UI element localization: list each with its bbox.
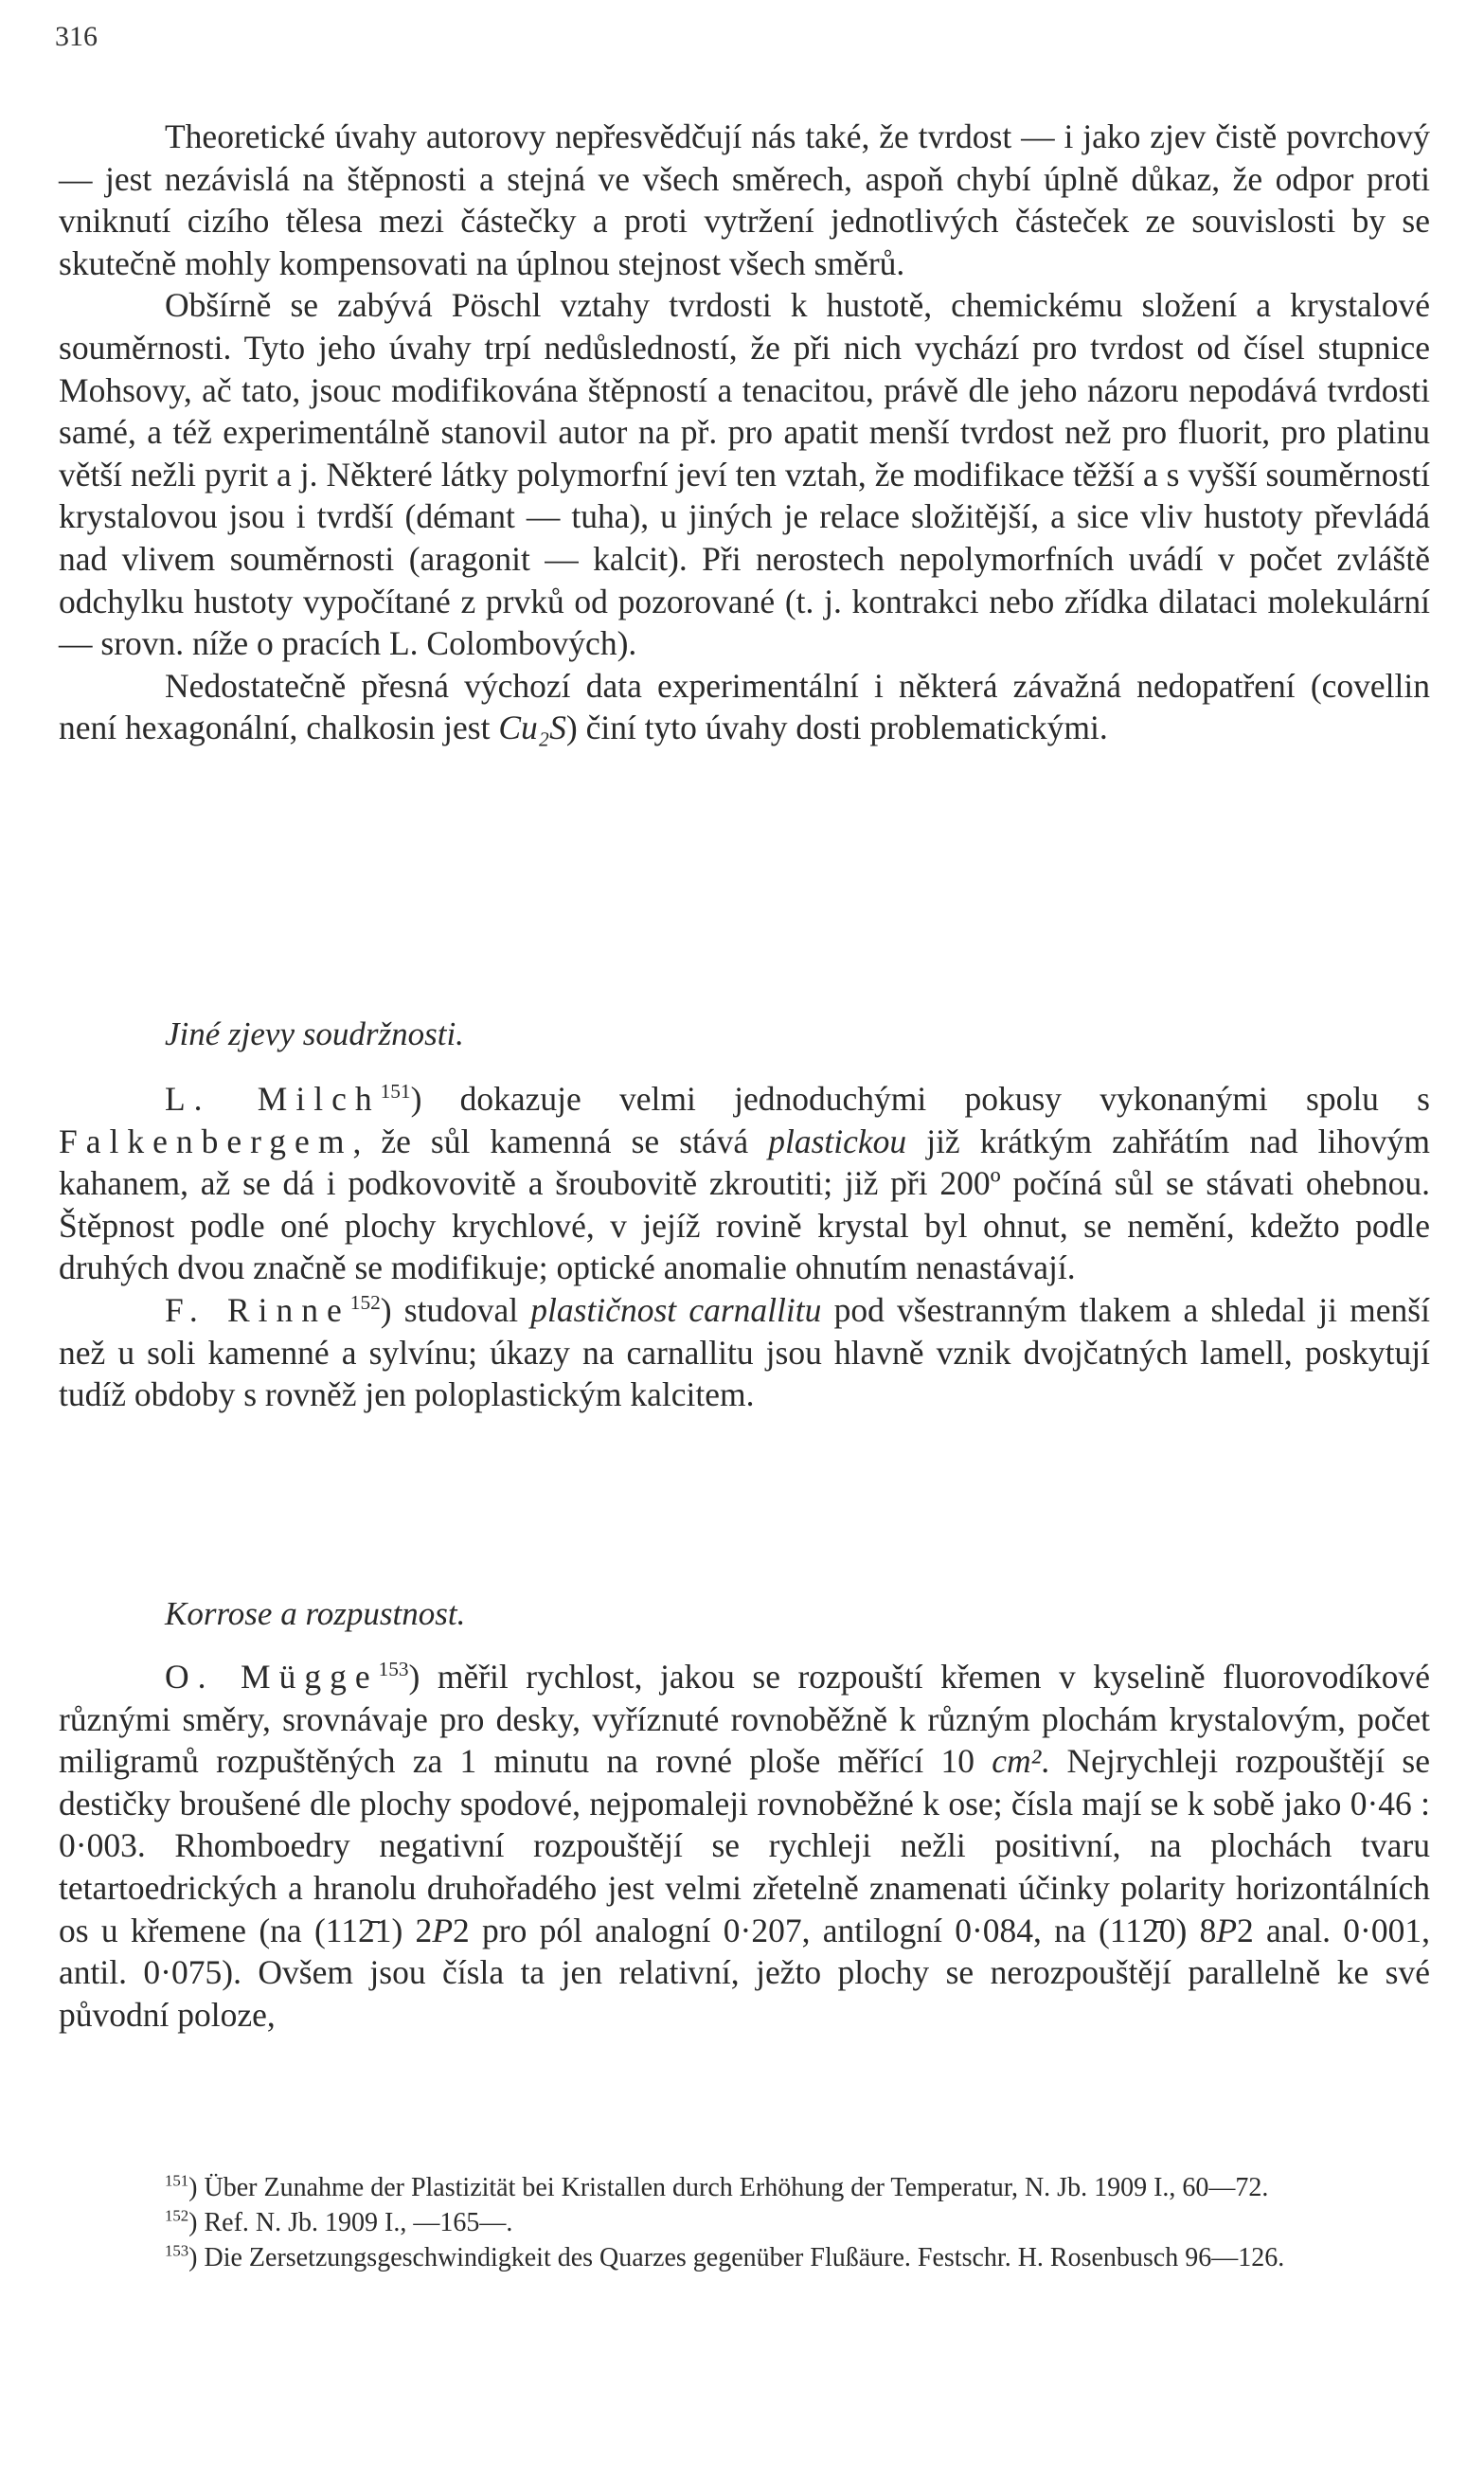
term-carnallite-plasticity: plastičnost carnallitu bbox=[530, 1290, 822, 1329]
footnotes bbox=[59, 2170, 1430, 2275]
unit-cm2: cm² bbox=[992, 1742, 1042, 1781]
term-plastic: plastickou bbox=[768, 1122, 907, 1160]
main-text bbox=[59, 116, 1430, 749]
paragraph-poschl: Obšírně se zabývá Pöschl vztahy tvrdosti k hustotě, chemickému složení a krystalové souměrnosti. Tyto jeho úvahy trpí nedůsledností, že při nich vychází pro tvrdost od čísel stupnice Mohsovy, ač tato, jsouc modifikována štěpností a tenacitou, právě dle jeho názoru nepodává tvrdosti samé, a též experimentálně stanovil autor na př. pro apatit menší tvrdost než pro fluorit, pro platinu větší nežli pyrit a j. Některé látky polymorfní jeví ten vztah, že modifikace těžší a s vyšší souměrností krystalovou jsou i tvrdší (démant — tuha), u jiných je relace složitější, a sice vliv hustoty převládá nad vlivem souměrnosti (aragonit — kalcit). Při nerostech nepolymorfních uvádí v počet zvláště odchylku hustoty vypočítané z prvků od pozorované (t. j. kontrakci nebo zřídka dilataci molekulární — srovn. níže o pracích L. Colombových). bbox=[59, 286, 1430, 663]
footnote-ref-153: 153 bbox=[378, 1658, 409, 1681]
paragraph-insufficient-data: Nedostatečně přesná výchozí data experimentální i některá závažná nedopatření (covellin není hexagonální, chalkosin jest Cu₂S) činí tyto úvahy dosti problematickými. bbox=[59, 666, 1430, 747]
paragraph-mugge: O. Mügge$^{153}$) měřil rychlost, jakou se rozpouští křemen v kyselině fluorovodíkové různými směry, srovnávaje pro desky, vyříznuté rovnoběžně k různým plochám krystalovým, počet miligramů rozpuštěných za 1 minutu na rovné ploše měřící 10 cm². Nejrychleji rozpouštějí se destičky broušené dle plochy spodové, nejpomaleji rovnoběžné k ose; čísla mají se k sobě jako 0·46 : 0·003. Rhomboedry negativní rozpouštějí se rychleji nežli positivní, na plochách tvaru tetartoedrických a hranolu druhořadého jest velmi zřetelně znamenati účinky polarity horizontálních os u křemene (na (112̄1) 2P2 pro pól analogní 0·207, antilogní 0·084, na (112̄0) 8P2 anal. 0·001, antil. 0·075). Ovšem jsou čísla ta jen relativní, ježto plochy se nerozpouštějí parallelně ke své původní poloze, bbox=[59, 1658, 1431, 2034]
heading-corrosion: Korrose a rozpustnost. bbox=[165, 1595, 466, 1632]
author-rinne: F. Rinne bbox=[165, 1290, 350, 1329]
footnote-153: $^{153}$) Die Zersetzungsgeschwindigkeit des Quarzes gegenüber Flußäure. Festschr. H. Rosenbusch 96—126. bbox=[165, 2241, 1285, 2272]
footnote-ref-152: 152 bbox=[349, 1291, 381, 1315]
footnote-152: $^{152}$) Ref. N. Jb. 1909 I., —165—. bbox=[165, 2206, 513, 2237]
section-other-cohesion bbox=[59, 1014, 1430, 1055]
section-corrosion bbox=[59, 1593, 1430, 1635]
formula-chalcocite: Cu₂S bbox=[498, 709, 566, 747]
author-falkenberg: Falkenbergem bbox=[59, 1122, 353, 1160]
author-milch: L. Milch bbox=[165, 1080, 381, 1118]
paragraph-theoretical-views: Theoretické úvahy autorovy nepřesvědčují nás také, že tvrdost — i jako zjev čistě povrchový — jest nezávislá na štěpnosti a stejná ve všech směrech, aspoň chybí úplně důkaz, že odpor proti vniknutí cizího tělesa mezi částečky a proti vytržení jednotlivých částeček ze souvislosti by se skutečně mohly kompensovati na úplnou stejnost všech směrů. bbox=[59, 117, 1430, 282]
heading-other-cohesion: Jiné zjevy soudržnosti. bbox=[165, 1015, 464, 1052]
page-number: 316 bbox=[55, 21, 98, 52]
section-corrosion-text bbox=[59, 1656, 1430, 2036]
footnote-151: $^{151}$) Über Zunahme der Plastizität bei Kristallen durch Erhöhung der Temperatur, N. Jb. 1909 I., 60—72. bbox=[165, 2171, 1269, 2202]
author-mugge: O. Mügge bbox=[165, 1658, 379, 1696]
section-plasticity-text bbox=[59, 1078, 1430, 1416]
footnote-ref-151: 151 bbox=[380, 1080, 411, 1104]
paragraph-milch: L. Milch$^{151}$) dokazuje velmi jednoduchými pokusy vykonanými spolu s Falkenbergem, že sůl kamenná se stává plastickou již krátkým zahřátím nad lihovým kahanem, až se dá i podkovovitě a šroubovitě zkroutiti; již při 200º počíná sůl se stávati ohebnou. Štěpnost podle oné plochy krychlové, v jejíž rovině krystal byl ohnut, se nemění, kdežto podle druhých dvou značně se modifikuje; optické anomalie ohnutím nenastávají. bbox=[59, 1080, 1430, 1287]
paragraph-rinne: F. Rinne$^{152}$) studoval plastičnost carnallitu pod všestranným tlakem a shledal ji menší než u soli kamenné a sylvínu; úkazy na carnallitu jsou hlavně vznik dvojčatných lamell, poskytují tudíž obdoby s rovněž jen poloplastickým kalcitem. bbox=[59, 1290, 1430, 1414]
